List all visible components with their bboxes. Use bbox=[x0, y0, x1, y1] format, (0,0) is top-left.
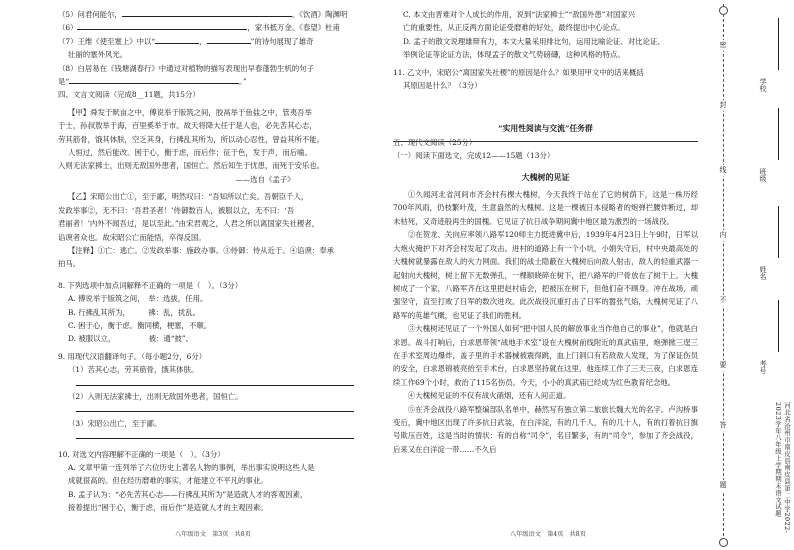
line-text: （7）王维《使至塞上》中以“ bbox=[58, 36, 156, 46]
answer-blank[interactable] bbox=[77, 21, 247, 30]
line-text: 举例论证等论证方法，体现孟子的散文气势磅礴，这种风格的特点。 bbox=[403, 50, 625, 60]
subsection-heading: （一）阅读下面选文，完成12——15题（13分） bbox=[393, 151, 555, 161]
line-text: 【甲】舜发于畎亩之中，傅说举于版筑之间，胶鬲举于鱼盐之中，管夷吾举 bbox=[68, 107, 312, 117]
line-text: 11. 乙文中，宋昭公“离国家失社稷”的原因是什么？如果用甲文中的话来概括 bbox=[393, 67, 644, 77]
text-line bbox=[393, 21, 698, 34]
answer-blank[interactable] bbox=[69, 75, 239, 84]
text-line bbox=[58, 190, 360, 203]
line-text: D. 孟子的散文说理雄辩有力，本文大量采用排比句，运用比喻论证、对比论证、 bbox=[403, 36, 665, 46]
answer-blank[interactable] bbox=[207, 35, 251, 44]
text-line bbox=[58, 377, 360, 390]
sidebar-fill-line[interactable] bbox=[778, 18, 779, 70]
line-text-after: ”的诗句展现了雄奇 bbox=[250, 36, 314, 46]
line-text: （2）入则无法家拂士，出则无敌国外患者，国恒亡。 bbox=[68, 391, 243, 401]
answer-blank[interactable] bbox=[76, 430, 354, 439]
text-line bbox=[58, 257, 360, 270]
article-paragraph: ④大槐树见证的不仅有战火硝烟，还有人间正道。 bbox=[407, 391, 571, 401]
text-line bbox=[58, 292, 360, 305]
line-text: 10. 对选文内容理解不正确的一项是（ ）。（3分） bbox=[58, 449, 225, 459]
line-text: 亡的重要性，从正反两方面论证受磨难的好处，最终提出中心论点。 bbox=[403, 23, 625, 33]
seal-line-char: 内 bbox=[716, 230, 730, 241]
sidebar-fill-line[interactable] bbox=[778, 206, 779, 258]
line-text: B. 行拂乱其所为， 拂：乱，扰乱。 bbox=[68, 307, 201, 317]
text-line bbox=[393, 8, 698, 21]
seal-line-char: 题 bbox=[716, 480, 730, 491]
line-text: 接着提出“困于心，衡于虑，而后作”是造就人才的主观因素。 bbox=[68, 503, 268, 513]
line-text: （3）宋昭公出亡，至于鄙。 bbox=[68, 418, 162, 428]
page-footer-left: 八年级语文 第3页 共8页 bbox=[175, 531, 251, 538]
text-line bbox=[58, 146, 360, 159]
text-line bbox=[58, 417, 360, 430]
line-text: 是“ bbox=[58, 77, 70, 87]
line-text: 成就很高的。但在经历磨难的事实，才能建立不平凡的事业。 bbox=[68, 476, 268, 486]
text-line bbox=[58, 119, 360, 132]
text-line bbox=[58, 474, 360, 487]
text-line bbox=[58, 390, 360, 403]
line-text: A. 傅说举于版筑之间， 举：选拔，任用。 bbox=[68, 294, 208, 304]
line-text: ——选自《孟子》 bbox=[58, 174, 295, 184]
line-text: A. 文章甲第一连列举了六位历史上著名人物的事例，举出事实说明这些人是 bbox=[68, 463, 315, 472]
line-text: 【注释】①亡：逃亡。②发政举事：施政办事。③侍御：侍从近于。④谄谀：奉承 bbox=[68, 245, 335, 255]
text-line bbox=[58, 88, 360, 101]
line-text: 发政举事②，无不曰：‘吾君圣者！’侍御数百人，被服以立，无不曰：‘吾 bbox=[58, 205, 295, 215]
line-text: C. 困于心，衡于虑。衡同横，梗塞，不顺。 bbox=[68, 320, 212, 330]
text-line bbox=[58, 62, 360, 75]
line-text: （5）问君何能尔， bbox=[58, 10, 122, 19]
exam-source-note: 河北省沧州市南皮县南皮县第二中学2022-2023学年八年级上学期期末语文试题 bbox=[774, 402, 791, 534]
line-text: 【乙】宋昭公出亡①，至于鄙，明然叹曰：“吾知所以亡矣。吾朝臣千人， bbox=[68, 192, 309, 202]
text-line bbox=[393, 48, 698, 61]
text-line bbox=[58, 244, 360, 257]
line-text: 四、文言文阅读（完成8__11题，共15分） bbox=[58, 90, 200, 100]
text-line bbox=[58, 279, 360, 292]
seal-line-char: 不 bbox=[716, 295, 730, 306]
line-text: 9. 用现代汉语翻译句子。（每小题2分，6分） bbox=[58, 351, 207, 361]
text-line bbox=[58, 363, 360, 376]
line-text: 人恒过，然后能改。困于心，衡于虑，而后作；征于色，发于声，而后喻。 bbox=[68, 148, 312, 158]
line-text: 劳其筋骨，饿其体肤，空乏其身，行拂乱其所为，所以动心忍性，曾益其所不能。 bbox=[58, 134, 325, 144]
right-column bbox=[393, 8, 698, 456]
sidebar-label: 学校 bbox=[759, 78, 767, 92]
line-text: （6） bbox=[58, 23, 78, 33]
dashed-seal-line bbox=[723, 4, 724, 546]
sidebar-fill-line[interactable] bbox=[778, 300, 779, 352]
article-paragraph: ②在贺龙、关向应率领八路军120师主力挺进冀中后，1939年4月23日上午9时，日军以大炮火掩护下对齐会村发起了攻击。进村的道路上有一个小坑，小娟失守后，村中央最高处的大槐树就暴露在敌人的火力网面。我们的战士隐蔽在大槐树后向敌人射击，敌人的轻重武器一起射向大槐树，树上留下无数弹孔，一棵顺晓碎在树下，把八路军的尸骨放在了树干上。大槐树成了一个家，八路军齐在这里把赵村庙会，把被压在树下，但他们奋不顾身。冲在战场，顽强坚守，直至打败了日军的数次进攻。此次战役沉重打击了日军的嚣张气焰，大槐树见证了八路军的英雄气概，也见证了我们的胜利。 bbox=[393, 230, 698, 320]
text-line bbox=[58, 106, 360, 119]
section-five-heading: 五、现代文阅读（25分） bbox=[393, 137, 477, 147]
text-line bbox=[58, 159, 360, 172]
line-text: 壮丽的塞外风光。 bbox=[68, 50, 128, 60]
text-line bbox=[58, 48, 360, 61]
article-title: 大槐树的见证 bbox=[521, 171, 570, 182]
left-column bbox=[58, 8, 360, 515]
text-line bbox=[58, 21, 360, 34]
text-line bbox=[58, 231, 360, 244]
line-text-after: ， bbox=[199, 36, 207, 46]
text-line bbox=[58, 306, 360, 319]
binding-line bbox=[713, 0, 735, 550]
article-paragraph: ⑤在齐会战役八路军整编部队名单中，赫然写有独立第二旅旅长魏大光的名字。卢沟桥事变后，冀中地区出现了许多抗日武装，在白洋淀，有的几千人，有的几十人，有的打着抗日旗号欺压百姓，这是当时的情状：有的自称“司令”，名目繁多，有的“司令”，参加了齐会战役，后来又在白洋淀一带……不久后 bbox=[393, 404, 698, 454]
line-text: 君丽者！’内外不闻吾过，是以至此。”由宋君观之，人君之所以离国家失社稷者， bbox=[58, 219, 320, 229]
sidebar-label: 考号 bbox=[759, 360, 767, 374]
seal-line-char: 密 bbox=[716, 40, 730, 51]
text-line bbox=[58, 430, 360, 443]
task-group-title: “实用性阅读与交流”任务群 bbox=[498, 124, 593, 134]
answer-blank[interactable] bbox=[76, 377, 354, 386]
text-line bbox=[58, 319, 360, 332]
text-line bbox=[58, 350, 360, 363]
right-column-questions bbox=[393, 8, 698, 92]
line-text: （8）白居易在《钱塘湖春行》中通过对植物的描写表现出早春蓬勃生机的句子 bbox=[58, 63, 314, 73]
text-line bbox=[58, 217, 360, 230]
text-line bbox=[393, 66, 698, 79]
text-line bbox=[58, 501, 360, 514]
text-line bbox=[393, 79, 698, 92]
article-body bbox=[393, 188, 698, 456]
line-text: D. 被服以立， 被：通“披”。 bbox=[68, 334, 194, 344]
article-paragraph: ①久闻河北省河间市齐会村有棵大槐树，今天我终于站在了它的树荫下，这是一株历经700年风雨，仍枝繁叶茂，生意盎然的大槐树。这是一棵被日本侵略者的炮弹拦腰炸断过，却未枯死，又奇迹般再生的国槐。它见证了抗日战争期间冀中地区最为激烈的一场战役。 bbox=[393, 190, 698, 226]
line-text: 于士，孙叔敖举于海，百里奚举于市。故天将降大任于是人也，必先苦其心志， bbox=[58, 121, 317, 131]
line-text-after: ，家书抵万金。《春望》杜甫 bbox=[247, 23, 340, 33]
sidebar-fill-line[interactable] bbox=[778, 108, 779, 160]
line-text: 其原因是什么？（3分） bbox=[403, 81, 482, 91]
text-line bbox=[58, 403, 360, 416]
binding-hole-bottom bbox=[719, 538, 728, 547]
line-text-after: 。” bbox=[239, 77, 247, 87]
text-line bbox=[393, 35, 698, 48]
text-line bbox=[58, 173, 360, 186]
seal-line-char: 答 bbox=[716, 420, 730, 431]
line-text: 8. 下列选项中加点词解释不正确的一项是（ ）。（3分） bbox=[58, 280, 243, 290]
answer-blank[interactable] bbox=[155, 35, 199, 44]
answer-blank[interactable] bbox=[122, 8, 292, 17]
seal-line-char: 要 bbox=[716, 360, 730, 371]
seal-line-char: 线 bbox=[716, 165, 730, 176]
binding-hole-top bbox=[719, 6, 728, 15]
line-text-after: 。《饮酒》陶渊明 bbox=[291, 10, 348, 19]
page-footer-right: 八年级语文 第4页 共8页 bbox=[510, 531, 586, 538]
divider-rule bbox=[393, 141, 698, 142]
line-text: （1）苦其心志，劳其筋骨，饿其体肤。 bbox=[68, 365, 199, 375]
student-info-sidebar bbox=[738, 0, 794, 550]
answer-blank[interactable] bbox=[76, 403, 354, 412]
line-text: C. 本文由晋难对个人成长的作用，说到“法家拂士”“敌国外患”对国家兴 bbox=[403, 10, 636, 19]
text-line bbox=[58, 488, 360, 501]
line-text: B. 孟子认为：“必先苦其心志——行拂乱其所为”是造就人才的客观因素， bbox=[68, 489, 308, 499]
text-line bbox=[58, 448, 360, 461]
text-line bbox=[58, 461, 360, 474]
line-text: 拍马。 bbox=[58, 259, 81, 269]
text-line bbox=[58, 133, 360, 146]
line-text: 入则无法家拂士，出则无敌国外患者，国恒亡。然后知生于忧患，而死于安乐也。 bbox=[58, 161, 325, 171]
article-paragraph: ③大槐树还见证了一个外国人如何“把中国人民的解放事业当作他自己的事业”，他就是白求恩。战斗打响后，白求恩带领“战地手术室”设在大槐树前线附近的真武庙里，炮弹掀三逞三在手术室周边爆炸，盖子里的手术器械被震得跳，血上门洞口有若敌敌人发现，为了保证伤员的安全，白求恩锦被亮抬至手术台，白求恩坚持就在这里，他连续工作了三天三夜，白求恩连续工作69个小时，救治了115名伤员。今天，小小的真武庙已经成为红色教育纪念地。 bbox=[393, 324, 698, 387]
text-line bbox=[58, 8, 360, 21]
line-text: 谄谀者众也。故宋昭公亡而能悟，卒得反国。 bbox=[58, 232, 206, 242]
sidebar-label: 姓名 bbox=[759, 266, 767, 280]
text-line bbox=[58, 75, 360, 88]
seal-line-char: 封 bbox=[716, 100, 730, 111]
text-line bbox=[58, 332, 360, 345]
text-line bbox=[58, 35, 360, 48]
sidebar-label: 班级 bbox=[759, 168, 767, 182]
text-line bbox=[58, 204, 360, 217]
